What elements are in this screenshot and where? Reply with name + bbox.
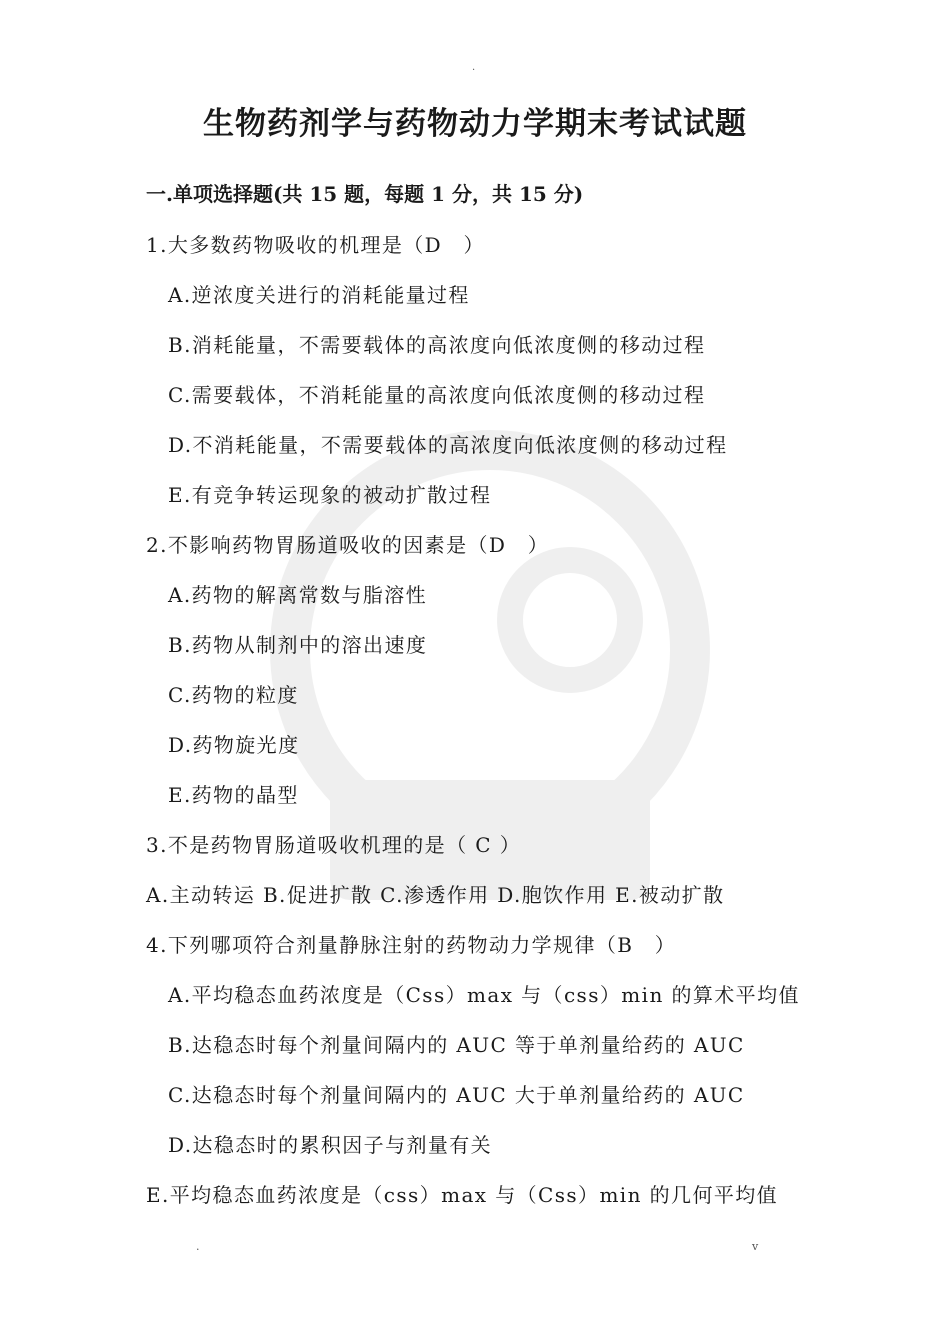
question-2-option-c: C.药物的粒度 [168, 683, 299, 707]
question-2-option-e: E.药物的晶型 [168, 783, 299, 807]
question-2-option-a: A.药物的解离常数与脂溶性 [168, 583, 428, 607]
question-4-stem: 4.下列哪项符合剂量静脉注射的药物动力学规律（B ） [146, 933, 677, 957]
page-title: 生物药剂学与药物动力学期末考试试题 [203, 106, 747, 142]
question-4-option-b: B.达稳态时每个剂量间隔内的 AUC 等于单剂量给药的 AUC [168, 1033, 745, 1057]
footer-right-mark: v [752, 1240, 759, 1253]
question-3-stem: 3.不是药物胃肠道吸收机理的是（ C ） [146, 833, 522, 857]
question-4-option-a: A.平均稳态血药浓度是（Css）max 与（css）min 的算术平均值 [168, 983, 800, 1007]
question-1-option-d: D.不消耗能量，不需要载体的高浓度向低浓度侧的移动过程 [168, 433, 728, 457]
footer-left-mark: . [196, 1240, 200, 1253]
question-1-option-e: E.有竞争转运现象的被动扩散过程 [168, 483, 492, 507]
question-1-option-c: C.需要载体，不消耗能量的高浓度向低浓度侧的移动过程 [168, 383, 706, 407]
question-2-option-d: D.药物旋光度 [168, 733, 300, 757]
question-2-stem: 2.不影响药物胃肠道吸收的因素是（D ） [146, 533, 550, 557]
question-2-option-b: B.药物从制剂中的溶出速度 [168, 633, 428, 657]
question-4-option-c: C.达稳态时每个剂量间隔内的 AUC 大于单剂量给药的 AUC [168, 1083, 745, 1107]
question-4-option-e: E.平均稳态血药浓度是（css）max 与（Css）min 的几何平均值 [146, 1183, 779, 1207]
question-4-option-d: D.达稳态时的累积因子与剂量有关 [168, 1133, 493, 1157]
section-heading: 一.单项选择题(共 15 题，每题 1 分，共 15 分) [146, 182, 584, 206]
question-1-stem: 1.大多数药物吸收的机理是（D ） [146, 233, 485, 257]
question-3-options: A.主动转运 B.促进扩散 C.渗透作用 D.胞饮作用 E.被动扩散 [146, 883, 725, 907]
question-1-option-b: B.消耗能量，不需要载体的高浓度向低浓度侧的移动过程 [168, 333, 706, 357]
top-mark: . [472, 62, 476, 73]
question-1-option-a: A.逆浓度关进行的消耗能量过程 [168, 283, 470, 307]
